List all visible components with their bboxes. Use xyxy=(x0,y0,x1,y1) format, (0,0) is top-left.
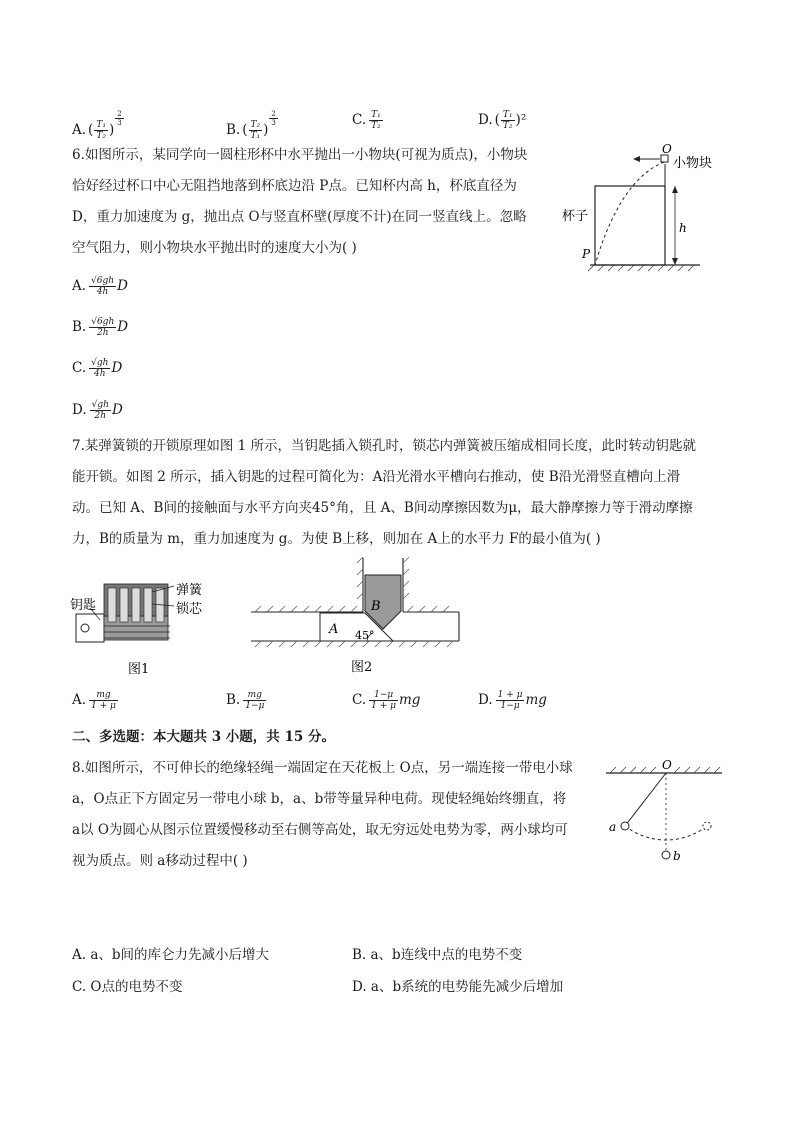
fraction: $\frac{\text{T₁}}{\text{T₂}}$ xyxy=(502,110,513,131)
fraction: $\frac{√gh}{2h}$ xyxy=(91,400,109,421)
fraction: $\frac{√6gh}{2h}$ xyxy=(91,317,115,338)
fraction: $\frac{\text{T₁}}{\text{T₂}}$ xyxy=(96,120,106,141)
q7-option-d: D. $\frac{1 + \mu}{1-\mu}$ mg xyxy=(478,690,547,711)
label-o: O xyxy=(662,142,672,156)
q8-option-a: A. a、b间的库仑力先减小后增大 xyxy=(72,947,270,963)
fig2-caption: 图2 xyxy=(351,660,373,675)
q8-line-3: a以 O为圆心从图示位置缓慢移动至右侧等高处，取无穷远处电势为零，两小球均可 xyxy=(72,822,568,838)
q8-line-4: 视为质点。则 a移动过程中( ) xyxy=(72,853,248,869)
q8-option-d: D. a、b系统的电势能先减少后增加 xyxy=(352,979,564,995)
fraction: $\frac{mg}{1-\mu}$ xyxy=(245,690,265,711)
label-a: A xyxy=(329,622,339,637)
fig1-caption: 图1 xyxy=(128,662,150,677)
label-o: O xyxy=(662,758,672,772)
q6-option-d: D. $\frac{√gh}{2h}$ D xyxy=(72,400,123,421)
fraction: $\frac{mg}{1 + \mu}$ xyxy=(91,690,116,711)
fraction: $\frac{\text{T₁}}{\text{T₂}}$ xyxy=(371,110,381,131)
exponent: $\frac{2}{3}$ xyxy=(271,110,276,127)
q8-option-c: C. O点的电势不变 xyxy=(72,979,183,995)
q5-option-d: D. ( $\frac{\text{T₁}}{\text{T₂}}$ )² xyxy=(478,110,527,131)
q6-option-b: B. $\frac{√6gh}{2h}$ D xyxy=(72,317,129,338)
q5-option-c: C. $\frac{\text{T₁}}{\text{T₂}}$ xyxy=(352,110,381,131)
trajectory xyxy=(595,162,664,265)
label-key: 钥匙 xyxy=(70,598,97,613)
fraction: $\frac{1 + \mu}{1-\mu}$ xyxy=(497,690,523,711)
q7-option-a: A. $\frac{mg}{1 + \mu}$ xyxy=(72,690,116,711)
q8-line-1: 8.如图所示，不可伸长的绝缘轻绳一端固定在天花板上 O点，另一端连接一带电小球 xyxy=(72,760,573,776)
q6-option-c: C. $\frac{√gh}{4h}$ D xyxy=(72,358,123,379)
q6-line-3: D，重力加速度为 g，抛出点 O与竖直杯壁(厚度不计)在同一竖直线上。忽略 xyxy=(72,209,527,225)
exponent: $\frac{2}{3}$ xyxy=(117,110,122,127)
q6-line-1: 6.如图所示，某同学向一圆柱形杯中水平抛出一小物块(可视为质点)，小物块 xyxy=(72,147,528,163)
q5-option-a: A. ( $\frac{\text{T₁}}{\text{T₂}}$ ) $\frac{2}{3}$ xyxy=(72,110,122,141)
q7-option-b: B. $\frac{mg}{1-\mu}$ xyxy=(226,690,265,711)
ball-a-final xyxy=(703,822,711,830)
section-heading: 二、多选题：本大题共 3 小题，共 15 分。 xyxy=(72,729,335,745)
ball-b xyxy=(662,851,670,859)
q7-option-c: C. $\frac{1-\mu}{1 + \mu}$ mg xyxy=(352,690,421,711)
q7-line-3: 动。已知 A、B间的接触面与水平方向夹45°角，且 A、B间动摩擦因数为μ，最大静摩擦力等于滑动摩擦 xyxy=(72,500,693,516)
label-block: 小物块 xyxy=(673,156,713,171)
label-h: h xyxy=(679,221,687,235)
fraction: $\frac{\text{T₂}}{\text{T₁}}$ xyxy=(250,120,261,141)
cup-outline xyxy=(595,186,665,265)
q8-option-b: B. a、b连线中点的电势不变 xyxy=(352,947,523,963)
label-spring: 弹簧 xyxy=(176,583,203,598)
fraction: $\frac{√6gh}{4h}$ xyxy=(91,276,115,297)
label-a: a xyxy=(609,820,617,834)
q7-line-2: 能开锁。如图 2 所示，插入钥匙的过程可简化为：A沿光滑水平槽向右推动，使 B沿光滑竖直槽向上滑 xyxy=(72,469,681,485)
q6-line-4: 空气阻力，则小物块水平抛出时的速度大小为( ) xyxy=(72,240,357,256)
block xyxy=(661,155,668,162)
label-angle: 45° xyxy=(355,629,375,642)
label-core: 锁芯 xyxy=(176,602,203,617)
q6-figure xyxy=(560,140,730,275)
label-p: P xyxy=(582,247,591,261)
q6-line-2: 恰好经过杯口中心无阻挡地落到杯底边沿 P点。已知杯内高 h，杯底直径为 xyxy=(72,178,517,194)
q7-figure-1 xyxy=(70,580,215,680)
q5-option-b: B. ( $\frac{\text{T₂}}{\text{T₁}}$ ) $\frac{2}{3}$ xyxy=(226,110,276,141)
label-cup: 杯子 xyxy=(562,209,589,224)
q7-figure-2 xyxy=(245,555,465,680)
ground-hatch xyxy=(588,265,694,271)
key-head xyxy=(76,614,104,642)
ball-a xyxy=(621,822,629,830)
string xyxy=(625,773,666,826)
q6-option-a: A. $\frac{√6gh}{4h}$ D xyxy=(72,276,128,297)
q8-line-2: a，O点正下方固定另一带电小球 b，a、b带等量异种电荷。现使轻绳始终绷直，将 xyxy=(72,791,567,807)
label-b: b xyxy=(673,849,681,863)
fraction: $\frac{1-\mu}{1 + \mu}$ xyxy=(371,690,396,711)
label-b: B xyxy=(371,599,381,614)
arrow-head xyxy=(633,156,640,162)
q7-line-4: 力，B的质量为 m，重力加速度为 g。为使 B上移，则加在 A上的水平力 F的最小值为( ) xyxy=(72,531,601,547)
q8-figure xyxy=(604,755,724,870)
q7-line-1: 7.某弹簧锁的开锁原理如图 1 所示，当钥匙插入锁孔时，锁芯内弹簧被压缩成相同长度，此时转动钥匙就 xyxy=(72,438,697,454)
fraction: $\frac{√gh}{4h}$ xyxy=(91,358,109,379)
